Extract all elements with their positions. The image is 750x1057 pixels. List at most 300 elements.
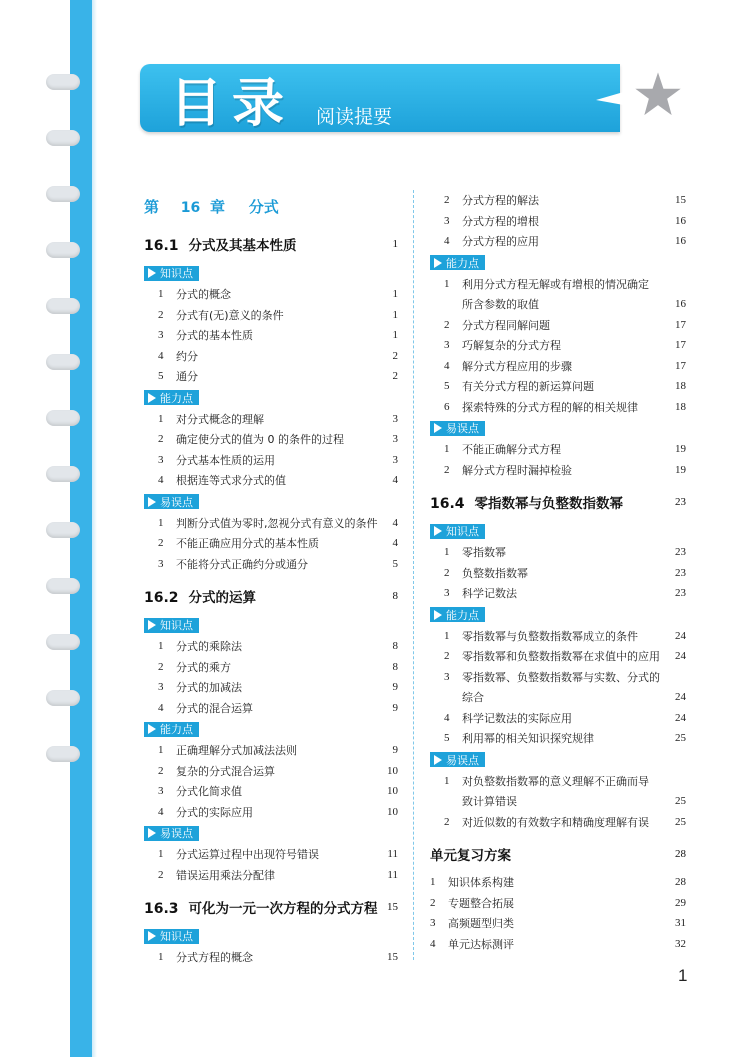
category-tag-row [144, 925, 398, 947]
entry-number: 1 [158, 288, 164, 301]
entry-title: 分式的加减法 [176, 681, 242, 695]
review-entry[interactable] [430, 934, 686, 955]
entry-number: 2 [158, 537, 164, 550]
entry-page: 25 [675, 815, 686, 828]
entry-title: 通分 [176, 370, 198, 384]
category-tag-label: 知识点 [160, 267, 193, 280]
entry-number: 4 [158, 701, 164, 714]
entry-page: 17 [675, 359, 686, 372]
category-tag-label: 能力点 [160, 391, 193, 405]
ability-list [430, 252, 686, 418]
category-tag-row [144, 614, 398, 636]
toc-entry[interactable] [430, 626, 686, 647]
entry-title: 知识体系构建 [448, 876, 514, 890]
knowledge-list [144, 614, 398, 718]
entry-title: 利用分式方程无解或有增根的情况确定 [462, 277, 649, 291]
entry-page: 16 [675, 214, 686, 227]
entry-title: 综合 [462, 691, 484, 705]
toc-entry[interactable] [144, 346, 398, 367]
entry-page: 1 [392, 308, 398, 321]
entry-page: 5 [392, 557, 398, 570]
entry-page: 16 [675, 235, 686, 248]
entry-title: 分式的混合运算 [176, 701, 253, 715]
entry-number: 2 [444, 815, 450, 828]
entry-number: 5 [444, 732, 450, 745]
entry-page: 4 [392, 474, 398, 487]
entry-number: 6 [444, 400, 450, 413]
ability-list [144, 387, 398, 491]
category-tag-label: 知识点 [446, 525, 479, 538]
entry-title: 利用幂的相关知识探究规律 [462, 732, 594, 746]
toc-entry[interactable] [144, 366, 398, 387]
review-entry[interactable] [430, 893, 686, 914]
entry-page: 11 [387, 848, 398, 861]
entry-title: 确定使分式的值为 0 的条件的过程 [176, 433, 344, 447]
section-page: 1 [392, 238, 398, 250]
section-number: 16.2 [144, 590, 179, 606]
toc-entry[interactable] [144, 657, 398, 678]
chapter-name: 分式 [248, 200, 279, 216]
entry-page: 24 [675, 691, 686, 704]
category-tag-row [144, 262, 398, 284]
category-tag-row [430, 749, 686, 771]
toc-entry[interactable] [144, 865, 398, 886]
entry-title: 分式的乘方 [176, 660, 231, 674]
section-16-4[interactable] [430, 484, 686, 520]
category-tag-label: 知识点 [160, 930, 193, 943]
toc-entry[interactable] [430, 335, 686, 356]
section-16-1[interactable] [144, 226, 398, 262]
entry-title: 分式方程的概念 [176, 951, 253, 965]
entry-page: 23 [675, 566, 686, 579]
category-tag-label: 易误点 [446, 753, 479, 767]
entry-title: 复杂的分式混合运算 [176, 764, 275, 778]
entry-page: 10 [387, 785, 398, 798]
triangle-right-icon [148, 268, 156, 278]
toc-entry[interactable] [144, 513, 398, 534]
toc-left-column [144, 190, 398, 968]
entry-number: 1 [444, 546, 450, 559]
toc-entry[interactable] [430, 211, 686, 232]
toc-entry[interactable] [430, 812, 686, 833]
entry-page: 3 [392, 453, 398, 466]
section-16-3[interactable] [144, 889, 398, 925]
toc-entry[interactable] [144, 740, 398, 761]
knowledge-list [144, 925, 398, 968]
chapter-label: 第 [144, 200, 160, 216]
entry-number: 2 [158, 308, 164, 321]
triangle-right-icon [148, 931, 156, 941]
category-tag-ability [144, 390, 199, 405]
triangle-right-icon [148, 497, 156, 507]
page-title: 目录 [170, 73, 295, 134]
entry-number: 3 [444, 670, 450, 683]
entry-number: 1 [444, 774, 450, 787]
entry-number: 4 [430, 937, 436, 950]
triangle-right-icon [434, 755, 442, 765]
entry-page: 24 [675, 650, 686, 663]
knowledge-list-continued [430, 190, 686, 252]
knowledge-list [144, 262, 398, 387]
entry-page: 1 [392, 329, 398, 342]
entry-page: 11 [387, 868, 398, 881]
entry-page: 15 [387, 951, 398, 964]
entry-title: 科学记数法 [462, 587, 517, 601]
entry-page: 24 [675, 629, 686, 642]
entry-title: 对负整数指数幂的意义理解不正确而导 [462, 774, 649, 788]
entry-title: 分式方程的解法 [462, 194, 539, 208]
entry-page: 18 [675, 380, 686, 393]
toc-entry[interactable] [144, 470, 398, 491]
entry-title: 分式的实际应用 [176, 805, 253, 819]
entry-number: 3 [158, 329, 164, 342]
category-tag-knowledge [144, 618, 199, 633]
toc-entry[interactable] [430, 771, 686, 792]
category-tag-label: 能力点 [446, 256, 479, 270]
category-tag-mistake [144, 494, 199, 509]
entry-title: 根据连等式求分式的值 [176, 474, 286, 488]
category-tag-ability [430, 607, 485, 622]
category-tag-row [430, 604, 686, 626]
entry-number: 4 [444, 711, 450, 724]
binding-edge [92, 0, 97, 1057]
entry-number: 2 [158, 868, 164, 881]
toc-entry[interactable] [144, 844, 398, 865]
entry-title: 分式方程的增根 [462, 214, 539, 228]
mistake-list [430, 417, 686, 480]
entry-number: 2 [444, 318, 450, 331]
binding-ring [46, 186, 80, 202]
entry-page: 29 [675, 896, 686, 909]
entry-page: 9 [392, 701, 398, 714]
entry-number: 1 [430, 876, 436, 889]
toc-entry[interactable] [430, 294, 686, 315]
entry-page: 28 [675, 876, 686, 889]
entry-number: 4 [158, 474, 164, 487]
toc-entry[interactable] [144, 305, 398, 326]
section-number: 16.4 [430, 496, 465, 512]
entry-page: 31 [675, 917, 686, 930]
entry-number: 2 [158, 764, 164, 777]
category-tag-label: 易误点 [160, 495, 193, 509]
entry-page: 25 [675, 732, 686, 745]
entry-title: 单元达标测评 [448, 937, 514, 951]
section-page: 23 [675, 496, 686, 508]
toc-entry[interactable] [144, 761, 398, 782]
entry-number: 3 [430, 917, 436, 930]
entry-number: 1 [444, 443, 450, 456]
category-tag-row [430, 520, 686, 542]
toc-entry[interactable] [430, 583, 686, 604]
section-title: 可化为一元一次方程的分式方程 [188, 901, 378, 917]
entry-title: 分式的概念 [176, 288, 231, 302]
section-number: 16.1 [144, 238, 179, 254]
category-tag-label: 易误点 [446, 422, 479, 435]
toc-entry[interactable] [430, 542, 686, 563]
triangle-right-icon [434, 423, 442, 433]
entry-page: 8 [392, 640, 398, 653]
entry-page: 16 [675, 298, 686, 311]
toc-entry[interactable] [144, 325, 398, 346]
toc-entry[interactable] [144, 533, 398, 554]
toc-entry[interactable] [430, 190, 686, 211]
review-list [430, 872, 686, 954]
entry-title: 解分式方程应用的步骤 [462, 359, 572, 373]
toc-entry[interactable] [430, 274, 686, 295]
entry-page: 3 [392, 433, 398, 446]
entry-page: 15 [675, 194, 686, 207]
binding-ring [46, 298, 80, 314]
review-entry[interactable] [430, 872, 686, 893]
entry-number: 1 [158, 516, 164, 529]
category-tag-knowledge [144, 266, 199, 281]
toc-entry[interactable] [430, 646, 686, 667]
entry-page: 17 [675, 318, 686, 331]
toc-entry[interactable] [430, 563, 686, 584]
entry-number: 2 [430, 896, 436, 909]
section-page: 8 [392, 590, 398, 602]
chapter-suffix: 章 [210, 200, 226, 216]
entry-title: 对分式概念的理解 [176, 412, 264, 426]
entry-title: 分式的基本性质 [176, 329, 253, 343]
toc-entry[interactable] [144, 409, 398, 430]
mistake-list [144, 491, 398, 575]
entry-title: 有关分式方程的新运算问题 [462, 380, 594, 394]
toc-entry[interactable] [430, 791, 686, 812]
mistake-list [144, 822, 398, 885]
entry-number: 4 [158, 805, 164, 818]
entry-page: 10 [387, 805, 398, 818]
section-number: 16.3 [144, 901, 179, 917]
entry-page: 25 [675, 795, 686, 808]
toc-entry[interactable] [144, 429, 398, 450]
toc-entry[interactable] [430, 376, 686, 397]
entry-page: 3 [392, 412, 398, 425]
entry-page: 18 [675, 400, 686, 413]
toc-entry[interactable] [430, 708, 686, 729]
section-title: 零指数幂与负整数指数幂 [474, 496, 624, 512]
ability-list [430, 604, 686, 749]
entry-number: 4 [444, 359, 450, 372]
page-number: 1 [678, 966, 688, 985]
toc-entry[interactable] [144, 636, 398, 657]
category-tag-ability [144, 722, 199, 737]
triangle-right-icon [148, 828, 156, 838]
toc-entry[interactable] [430, 356, 686, 377]
category-tag-mistake [144, 826, 199, 841]
entry-title: 专题整合拓展 [448, 896, 514, 910]
category-tag-label: 能力点 [160, 723, 193, 736]
entry-title: 分式方程同解问题 [462, 318, 550, 332]
entry-number: 2 [444, 650, 450, 663]
entry-title: 不能正确解分式方程 [462, 443, 561, 457]
binding-ring [46, 130, 80, 146]
entry-number: 3 [158, 453, 164, 466]
entry-number: 3 [444, 339, 450, 352]
category-tag-row [144, 718, 398, 740]
toc-entry[interactable] [144, 677, 398, 698]
column-divider [413, 190, 414, 960]
toc-entry[interactable] [430, 439, 686, 460]
entry-title: 探索特殊的分式方程的解的相关规律 [462, 400, 638, 414]
binding-ring [46, 466, 80, 482]
category-tag-mistake [430, 421, 485, 436]
binding-ring [46, 522, 80, 538]
entry-number: 2 [444, 566, 450, 579]
chapter-heading [144, 190, 398, 226]
toc-entry[interactable] [144, 554, 398, 575]
category-tag-row [430, 417, 686, 439]
category-tag-row [144, 822, 398, 844]
entry-page: 1 [392, 288, 398, 301]
toc-entry[interactable] [430, 728, 686, 749]
category-tag-label: 易误点 [160, 827, 193, 840]
entry-number: 5 [444, 380, 450, 393]
binding-ring [46, 578, 80, 594]
toc-entry[interactable] [144, 802, 398, 823]
toc-right-column [430, 190, 686, 954]
star-icon [596, 62, 686, 132]
entry-title: 对近似数的有效数字和精确度理解有误 [462, 815, 649, 829]
review-entry[interactable] [430, 913, 686, 934]
entry-title: 解分式方程时漏掉检验 [462, 463, 572, 477]
toc-entry[interactable] [430, 231, 686, 252]
unit-review-heading[interactable] [430, 836, 686, 872]
category-tag-label: 能力点 [446, 608, 479, 622]
binding-ring [46, 74, 80, 90]
entry-number: 3 [158, 557, 164, 570]
knowledge-list [430, 520, 686, 604]
entry-title: 正确理解分式加减法法则 [176, 744, 297, 758]
entry-title: 不能正确应用分式的基本性质 [176, 537, 319, 551]
entry-title: 分式化简求值 [176, 785, 242, 799]
entry-title: 分式方程的应用 [462, 235, 539, 249]
entry-title: 判断分式值为零时,忽视分式有意义的条件 [176, 516, 378, 530]
entry-number: 2 [158, 660, 164, 673]
entry-page: 9 [392, 744, 398, 757]
entry-number: 1 [158, 744, 164, 757]
entry-number: 1 [444, 277, 450, 290]
entry-number: 1 [158, 412, 164, 425]
binding-ring [46, 634, 80, 650]
chapter-number: 16 [180, 200, 201, 216]
entry-number: 2 [444, 463, 450, 476]
binding-ring [46, 746, 80, 762]
category-tag-mistake [430, 752, 485, 767]
toc-entry[interactable] [144, 947, 398, 968]
entry-page: 23 [675, 587, 686, 600]
page-subtitle: 阅读提要 [316, 106, 393, 128]
binding-ring [46, 242, 80, 258]
entry-page: 2 [392, 370, 398, 383]
entry-number: 3 [158, 681, 164, 694]
category-tag-label: 知识点 [160, 619, 193, 632]
triangle-right-icon [148, 393, 156, 403]
entry-number: 1 [158, 640, 164, 653]
entry-page: 19 [675, 443, 686, 456]
toc-entry[interactable] [144, 450, 398, 471]
section-page: 15 [387, 901, 398, 913]
entry-page: 19 [675, 463, 686, 476]
entry-page: 4 [392, 516, 398, 529]
entry-number: 3 [158, 785, 164, 798]
toc-entry[interactable] [144, 781, 398, 802]
entry-title: 分式的乘除法 [176, 640, 242, 654]
category-tag-ability [430, 255, 485, 270]
entry-title: 高频题型归类 [448, 917, 514, 931]
entry-number: 1 [158, 848, 164, 861]
section-16-2[interactable] [144, 578, 398, 614]
entry-title: 错误运用乘法分配律 [176, 868, 275, 882]
entry-number: 1 [158, 951, 164, 964]
binding-ring [46, 690, 80, 706]
entry-page: 24 [675, 711, 686, 724]
ability-list [144, 718, 398, 822]
triangle-right-icon [434, 526, 442, 536]
entry-page: 10 [387, 764, 398, 777]
toc-entry[interactable] [430, 687, 686, 708]
category-tag-row [144, 387, 398, 409]
review-title: 单元复习方案 [430, 848, 511, 864]
entry-title: 约分 [176, 349, 198, 363]
entry-title: 科学记数法的实际应用 [462, 711, 572, 725]
entry-number: 3 [444, 214, 450, 227]
entry-title: 不能将分式正确约分或通分 [176, 557, 308, 571]
binding-ring [46, 410, 80, 426]
triangle-right-icon [148, 620, 156, 630]
toc-entry[interactable] [430, 397, 686, 418]
review-page: 28 [675, 848, 686, 860]
toc-entry[interactable] [430, 460, 686, 481]
triangle-right-icon [434, 258, 442, 268]
entry-title: 负整数指数幂 [462, 566, 528, 580]
entry-number: 2 [158, 433, 164, 446]
toc-entry[interactable] [430, 667, 686, 688]
entry-page: 2 [392, 349, 398, 362]
mistake-list [430, 749, 686, 833]
triangle-right-icon [148, 724, 156, 734]
entry-title: 分式基本性质的运用 [176, 453, 275, 467]
category-tag-row [430, 252, 686, 274]
entry-page: 4 [392, 537, 398, 550]
entry-title: 致计算错误 [462, 795, 517, 809]
entry-page: 9 [392, 681, 398, 694]
category-tag-knowledge [430, 524, 485, 539]
entry-page: 17 [675, 339, 686, 352]
section-title: 分式的运算 [188, 590, 257, 606]
toc-entry[interactable] [430, 315, 686, 336]
entry-title: 分式有(无)意义的条件 [176, 308, 284, 322]
entry-page: 8 [392, 660, 398, 673]
entry-title: 零指数幂、负整数指数幂与实数、分式的 [462, 670, 660, 684]
binding-ring [46, 354, 80, 370]
entry-number: 5 [158, 370, 164, 383]
toc-entry[interactable] [144, 284, 398, 305]
entry-number: 2 [444, 194, 450, 207]
category-tag-row [144, 491, 398, 513]
entry-number: 3 [444, 587, 450, 600]
toc-entry[interactable] [144, 698, 398, 719]
entry-page: 23 [675, 546, 686, 559]
entry-number: 4 [444, 235, 450, 248]
entry-title: 分式运算过程中出现符号错误 [176, 848, 319, 862]
entry-title: 巧解复杂的分式方程 [462, 339, 561, 353]
entry-title: 零指数幂 [462, 546, 506, 560]
entry-page: 32 [675, 937, 686, 950]
entry-number: 4 [158, 349, 164, 362]
entry-title: 零指数幂和负整数指数幂在求值中的应用 [462, 650, 660, 664]
entry-title: 所含参数的取值 [462, 298, 539, 312]
